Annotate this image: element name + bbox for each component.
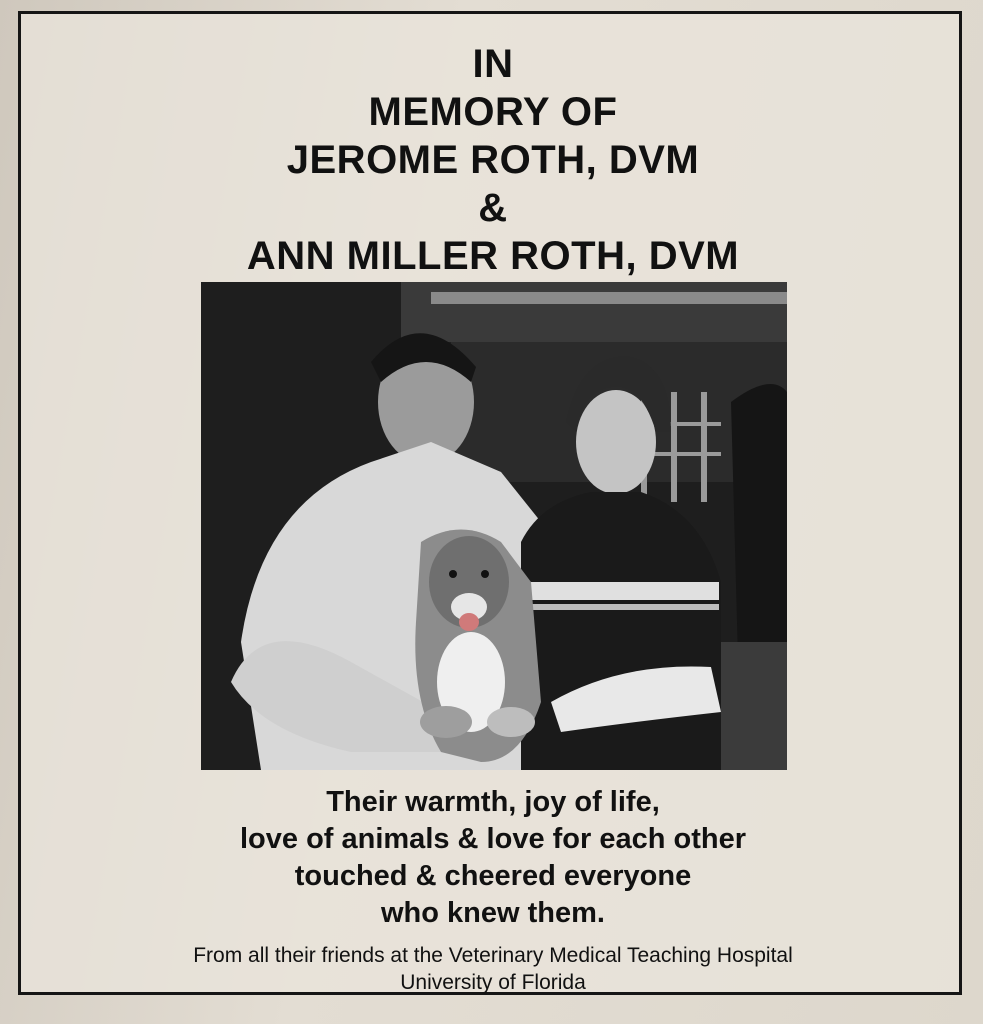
headline-line-3: JEROME ROTH, DVM [286, 138, 700, 182]
tribute-line-1: Their warmth, joy of life, [326, 786, 660, 818]
tribute-line-2: love of animals & love for each other [239, 823, 747, 855]
credit-line-2: University of Florida [400, 971, 586, 994]
headline-line-1: IN [472, 42, 514, 86]
credit-text [21, 942, 965, 996]
memorial-ad-frame [18, 11, 962, 995]
tribute-line-3: touched & cheered everyone [294, 860, 692, 892]
headline-line-4: & [478, 186, 508, 230]
tribute-text [21, 784, 965, 932]
tribute-line-4: who knew them. [381, 897, 605, 929]
memorial-headline [21, 40, 965, 280]
photo-of-couple-with-dog-icon [201, 282, 787, 770]
headline-line-5: ANN MILLER ROTH, DVM [246, 234, 740, 278]
memorial-photo [201, 282, 787, 770]
credit-line-1: From all their friends at the Veterinary Medical Teaching Hospital [193, 944, 793, 967]
headline-line-2: MEMORY OF [368, 90, 618, 134]
